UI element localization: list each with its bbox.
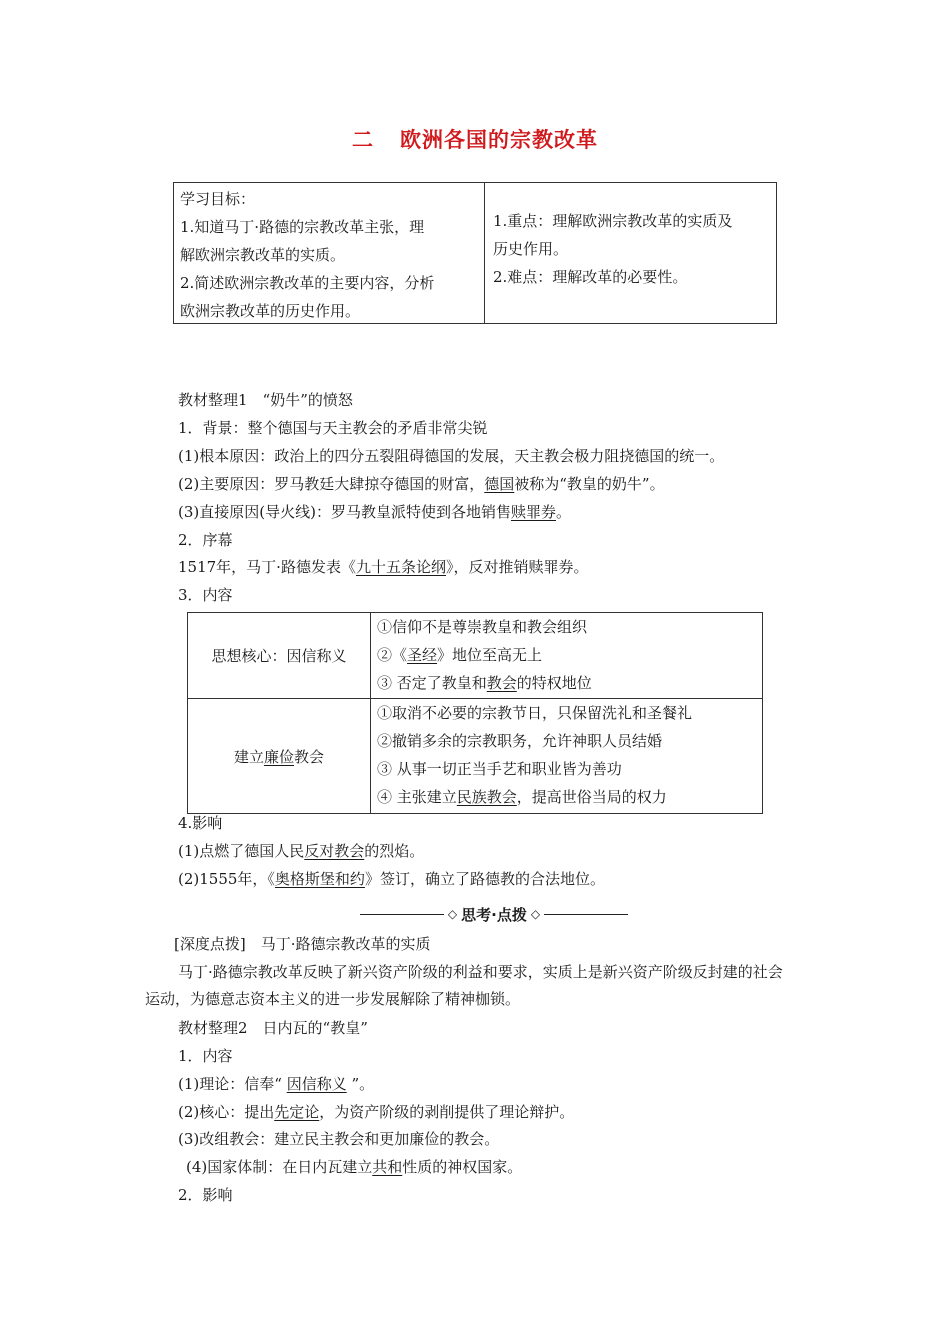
text: ”。: [346, 1075, 375, 1093]
text: (4)国家体制：在日内瓦建立: [186, 1158, 373, 1176]
text: (1)理论：信奉“: [178, 1075, 287, 1093]
goals-left-cell: [174, 183, 485, 323]
text: (2)主要原因：罗马教廷大肆掠夺德国的财富，: [178, 475, 485, 493]
focus-line: 历史作用。: [493, 240, 569, 258]
diamond-icon: ◇: [530, 907, 541, 921]
text: ，提高世俗当局的权力: [516, 788, 667, 806]
goal-line: 解欧洲宗教改革的实质。: [180, 246, 346, 264]
text: 》地位至高无上: [437, 646, 543, 664]
text: (3)直接原因(导火线)：罗马教皇派特使到各地销售: [178, 503, 511, 521]
underlined-answer: 先定论: [274, 1103, 320, 1121]
impact-item-1: [178, 840, 424, 862]
learning-goals-table: [173, 182, 777, 324]
title-number: 二: [352, 128, 374, 152]
list-item: ③ 从事一切正当手艺和职业皆为善功: [377, 760, 622, 778]
section2-heading: 教材整理2 日内瓦的“教皇”: [178, 1019, 368, 1037]
core-items: [371, 613, 762, 698]
section2-item-2: [178, 1101, 574, 1123]
section2-item-3: (3)改组教会：建立民主教会和更加廉俭的教会。: [178, 1130, 500, 1148]
section2-content-title: 1．内容: [178, 1047, 233, 1065]
list-item: ①信仰不是尊崇教皇和教会组织: [377, 618, 588, 636]
reform-content-table: [187, 612, 763, 814]
goal-line: 欧洲宗教改革的历史作用。: [180, 302, 361, 320]
text: (2)核心：提出: [178, 1103, 275, 1121]
text: (2)1555年，《: [178, 870, 275, 888]
goal-line: 1.知道马丁·路德的宗教改革主张，理: [180, 218, 425, 236]
prelude-text: [178, 556, 588, 578]
underlined-answer: 德国: [484, 475, 515, 493]
underlined-answer: 民族教会: [456, 788, 517, 806]
underlined-answer: 赎罪券: [510, 503, 556, 521]
section1-heading: 教材整理1 “奶牛”的愤怒: [178, 391, 353, 409]
text: ②《: [377, 646, 408, 664]
impact-item-2: [178, 868, 605, 890]
text: 建立: [233, 747, 264, 766]
underlined-answer: 九十五条论纲: [355, 558, 446, 576]
underlined-answer: 共和: [372, 1158, 403, 1176]
core-label: 思想核心：因信称义: [188, 613, 371, 698]
text: (1)点燃了德国人民: [178, 842, 305, 860]
list-item: [377, 783, 756, 811]
text: ④ 主张建立: [377, 788, 457, 806]
underlined-answer: 廉俭: [263, 747, 294, 766]
table-row: [188, 699, 762, 813]
section2-item-4: [186, 1156, 522, 1178]
underlined-answer: 反对教会: [304, 842, 365, 860]
section2-item-1: [178, 1073, 374, 1095]
section2-impact-title: 2．影响: [178, 1186, 233, 1204]
focus-line: 2.难点：理解改革的必要性。: [493, 268, 688, 286]
page-title: [0, 124, 950, 154]
text: 的烈焰。: [364, 842, 425, 860]
underlined-answer: 圣经: [407, 646, 438, 664]
goals-right-cell: [485, 183, 776, 323]
deep-heading: [深度点拨] 马丁·路德宗教改革的实质: [174, 935, 431, 953]
text: ③ 否定了教皇和: [377, 674, 487, 692]
focus-line: 1.重点：理解欧洲宗教改革的实质及: [493, 212, 733, 230]
goals-header: 学习目标：: [180, 190, 256, 208]
text: 1517年，马丁·路德发表《: [178, 558, 356, 576]
text: 性质的神权国家。: [402, 1158, 523, 1176]
background-item-2: [178, 473, 665, 495]
divider-line: [544, 914, 628, 915]
prelude-title: 2．序幕: [178, 531, 233, 549]
table-row: [188, 613, 762, 699]
think-divider: [360, 903, 628, 925]
text: 》签订，确立了路德教的合法地位。: [364, 870, 605, 888]
list-item: [377, 669, 756, 697]
text: 》，反对推销赎罪券。: [445, 558, 589, 576]
divider-line: [360, 914, 444, 915]
background-item-3: [178, 501, 571, 523]
list-item: ①取消不必要的宗教节日，只保留洗礼和圣餐礼: [377, 704, 693, 722]
church-items: [371, 699, 762, 813]
text: ，为资产阶级的剥削提供了理论辩护。: [319, 1103, 575, 1121]
impact-title: 4.影响: [178, 814, 223, 832]
background-item-1: (1)根本原因：政治上的四分五裂阻碍德国的发展，天主教会极力阻挠德国的统一。: [178, 447, 725, 465]
list-item: [377, 641, 756, 669]
underlined-answer: 教会: [486, 674, 517, 692]
background-title: 1．背景：整个德国与天主教会的矛盾非常尖锐: [178, 419, 488, 437]
list-item: ②撤销多余的宗教职务，允许神职人员结婚: [377, 732, 663, 750]
goal-line: 2.简述欧洲宗教改革的主要内容，分析: [180, 274, 435, 292]
text: 。: [555, 503, 571, 521]
think-label: 思考·点拨: [461, 905, 527, 924]
deep-body: 马丁·路德宗教改革反映了新兴资产阶级的利益和要求，实质上是新兴资产阶级反封建的社会运动，为德意志资本主义的进一步发展解除了精神枷锁。: [145, 963, 783, 1008]
diamond-icon: ◇: [447, 907, 458, 921]
text: 被称为“教皇的奶牛”。: [514, 475, 665, 493]
content-title: 3．内容: [178, 586, 233, 604]
text: 教会: [294, 747, 325, 766]
title-text: 欧洲各国的宗教改革: [400, 128, 598, 152]
text: 的特权地位: [516, 674, 592, 692]
underlined-answer: 因信称义: [286, 1075, 347, 1093]
church-label: [188, 699, 371, 813]
underlined-answer: 奥格斯堡和约: [274, 870, 365, 888]
